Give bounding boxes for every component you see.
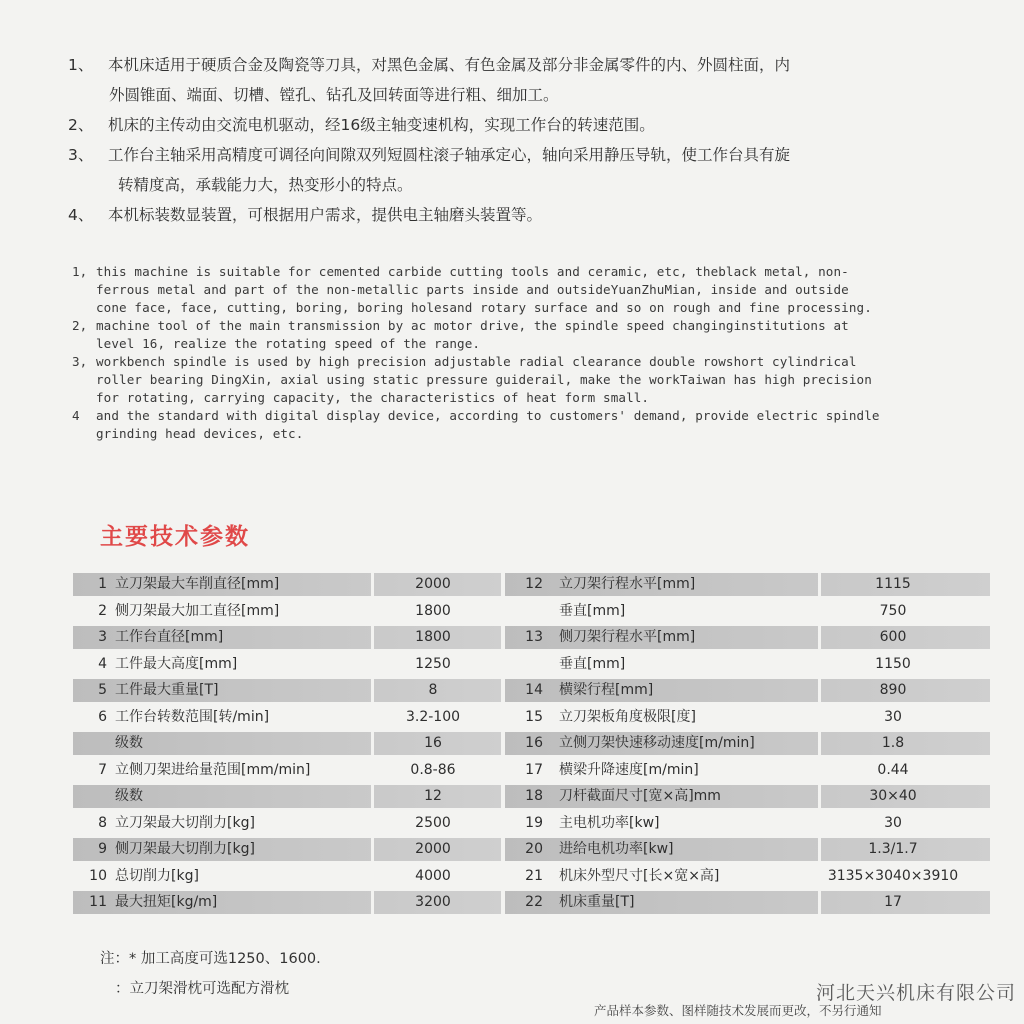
feature-en-text: level 16, realize the rotating speed of the range.	[96, 336, 481, 351]
spec-label: 垂直[mm]	[559, 602, 626, 619]
spec-value: 12	[424, 788, 442, 804]
spec-number: 4	[98, 655, 107, 672]
spec-row	[73, 810, 990, 837]
spec-label: 工作台转数范围[转/min]	[115, 708, 270, 725]
feature-cn-number: 3、	[68, 146, 94, 164]
feature-en-number: 2,	[72, 318, 88, 333]
spec-row	[73, 651, 990, 678]
feature-cn-number: 1、	[68, 56, 94, 74]
spec-value: 2000	[415, 576, 451, 592]
spec-label: 工作台直径[mm]	[115, 629, 224, 645]
spec-value: 3.2-100	[405, 708, 461, 725]
feature-en-number: 4	[72, 408, 80, 423]
spec-value: 8	[428, 682, 438, 698]
spec-label: 总切削力[kg]	[115, 867, 199, 884]
feature-en-text: workbench spindle is used by high precision adjustable radial clearance double rowshort cylindrical	[96, 354, 857, 369]
feature-cn-text: 工作台主轴采用高精度可调径向间隙双列短圆柱滚子轴承定心，轴向采用静压导轨，使工作台具有旋	[108, 146, 791, 164]
spec-number: 17	[525, 761, 543, 778]
spec-value: 0.44	[877, 761, 909, 778]
spec-label: 立侧刀架进给量范围[mm/min]	[115, 761, 311, 778]
spec-number: 8	[98, 814, 107, 831]
feature-en-item	[72, 263, 972, 317]
spec-row	[73, 836, 990, 863]
spec-label: 立刀架最大切削力[kg]	[115, 814, 255, 831]
spec-number: 22	[525, 894, 543, 910]
feature-en-text: roller bearing DingXin, axial using static pressure guiderail, make the workTaiwan has high precision	[96, 372, 872, 387]
spec-label: 横梁行程[mm]	[559, 682, 654, 698]
feature-cn-item	[68, 200, 968, 230]
spec-row	[73, 704, 990, 731]
spec-row	[73, 863, 990, 890]
spec-row	[73, 783, 990, 810]
spec-table	[73, 571, 990, 916]
spec-label: 侧刀架最大切削力[kg]	[115, 841, 255, 857]
spec-number: 21	[525, 867, 543, 884]
spec-label: 级数	[115, 735, 143, 751]
spec-value: 1.3/1.7	[868, 841, 918, 857]
spec-value: 30×40	[869, 788, 917, 804]
spec-number: 1	[98, 576, 107, 592]
feature-cn-item	[68, 140, 968, 200]
spec-number: 6	[98, 708, 107, 725]
spec-label: 工件最大重量[T]	[115, 682, 219, 698]
spec-number: 9	[98, 841, 107, 857]
company-name: 河北天兴机床有限公司	[815, 982, 1016, 1004]
spec-label: 立刀架最大车削直径[mm]	[115, 576, 280, 592]
feature-cn-number: 4、	[68, 206, 94, 224]
spec-value: 1.8	[881, 735, 905, 751]
spec-row	[73, 757, 990, 784]
spec-value: 30	[884, 708, 902, 725]
spec-label: 级数	[115, 788, 143, 804]
spec-label: 最大扭矩[kg/m]	[115, 894, 218, 910]
spec-number: 15	[525, 708, 543, 725]
spec-value: 16	[424, 735, 442, 751]
spec-row	[73, 677, 990, 704]
feature-en-text: for rotating, carrying capacity, the characteristics of heat form small.	[96, 390, 650, 405]
feature-cn-text: 外圆锥面、端面、切槽、镗孔、钻孔及回转面等进行粗、细加工。	[109, 86, 559, 104]
spec-row	[73, 598, 990, 625]
feature-cn-item	[68, 110, 968, 140]
spec-row	[73, 571, 990, 598]
note-line: 注：* 加工高度可选1250、1600.	[100, 951, 321, 967]
feature-en-text: cone face, face, cutting, boring, boring holesand rotary surface and so on rough and fine processing.	[96, 300, 872, 315]
spec-number: 19	[525, 814, 543, 831]
spec-value: 30	[884, 814, 902, 831]
spec-value: 2000	[415, 841, 451, 857]
spec-value: 1150	[875, 655, 911, 672]
feature-en-text: machine tool of the main transmission by ac motor drive, the spindle speed changinginstitutions at	[96, 318, 849, 333]
feature-en-text: and the standard with digital display device, according to customers' demand, provide electric spindle	[96, 408, 880, 423]
feature-cn-text: 本机标装数显装置，可根据用户需求，提供电主轴磨头装置等。	[108, 206, 543, 224]
spec-label: 进给电机功率[kw]	[559, 841, 674, 857]
spec-label: 立侧刀架快速移动速度[m/min]	[559, 735, 755, 751]
spec-value: 1115	[875, 576, 911, 592]
feature-en-text: grinding head devices, etc.	[96, 426, 304, 441]
feature-en-text: this machine is suitable for cemented carbide cutting tools and ceramic, etc, theblack metal, non-	[96, 264, 849, 279]
notes	[100, 944, 321, 1004]
spec-number: 2	[98, 602, 107, 619]
spec-number: 11	[89, 894, 107, 910]
spec-value: 3200	[415, 894, 451, 910]
spec-value: 1800	[415, 602, 451, 619]
spec-value: 2500	[415, 814, 451, 831]
spec-value: 1250	[415, 655, 451, 672]
spec-value: 600	[879, 629, 907, 645]
spec-number: 7	[98, 761, 107, 778]
spec-value: 3135×3040×3910	[827, 867, 959, 884]
spec-row	[73, 889, 990, 916]
spec-label: 立刀架行程水平[mm]	[559, 576, 696, 592]
spec-label: 机床重量[T]	[559, 894, 635, 910]
spec-number: 5	[98, 682, 107, 698]
spec-label: 侧刀架最大加工直径[mm]	[115, 602, 280, 619]
feature-en-item	[72, 407, 972, 443]
feature-en-number: 1,	[72, 264, 88, 279]
footer-note: 产品样本参数、图样随技术发展而更改，不另行通知	[594, 1003, 882, 1018]
spec-label: 机床外型尺寸[长×宽×高]	[559, 867, 720, 884]
feature-cn-text: 机床的主传动由交流电机驱动，经16级主轴变速机构，实现工作台的转速范围。	[108, 116, 655, 134]
spec-label: 工件最大高度[mm]	[115, 655, 238, 672]
note-line: ：立刀架滑枕可选配方滑枕	[115, 981, 289, 997]
spec-number: 13	[525, 629, 543, 645]
features-cn-list	[68, 50, 968, 230]
spec-value: 750	[879, 602, 907, 619]
spec-value: 0.8-86	[410, 761, 456, 778]
section-title: 主要技术参数	[100, 524, 250, 550]
feature-en-text: ferrous metal and part of the non-metallic parts inside and outsideYuanZhuMian, inside and outside	[96, 282, 849, 297]
spec-number: 18	[525, 788, 543, 804]
spec-value: 890	[879, 682, 907, 698]
feature-cn-text: 转精度高，承载能力大，热变形小的特点。	[118, 176, 413, 194]
feature-cn-text: 本机床适用于硬质合金及陶瓷等刀具，对黑色金属、有色金属及部分非金属零件的内、外圆柱面，内	[108, 56, 791, 74]
spec-number: 12	[525, 576, 543, 592]
spec-label: 刀杆截面尺寸[宽×高]mm	[559, 788, 721, 804]
spec-number: 16	[525, 735, 543, 751]
spec-number: 20	[525, 841, 543, 857]
feature-en-item	[72, 353, 972, 407]
spec-number: 10	[89, 867, 107, 884]
feature-cn-item	[68, 50, 968, 110]
spec-value: 4000	[415, 867, 451, 884]
spec-label: 垂直[mm]	[559, 655, 626, 672]
spec-row	[73, 730, 990, 757]
spec-label: 横梁升降速度[m/min]	[559, 761, 699, 778]
spec-row	[73, 624, 990, 651]
feature-en-number: 3,	[72, 354, 88, 369]
features-en-list	[72, 263, 972, 443]
feature-cn-number: 2、	[68, 116, 94, 134]
spec-number: 3	[98, 629, 107, 645]
spec-label: 立刀架板角度极限[度]	[559, 708, 696, 725]
spec-label: 侧刀架行程水平[mm]	[559, 629, 696, 645]
spec-label: 主电机功率[kw]	[559, 814, 660, 831]
spec-value: 1800	[415, 629, 451, 645]
feature-en-item	[72, 317, 972, 353]
spec-number: 14	[525, 682, 543, 698]
spec-value: 17	[884, 894, 902, 910]
